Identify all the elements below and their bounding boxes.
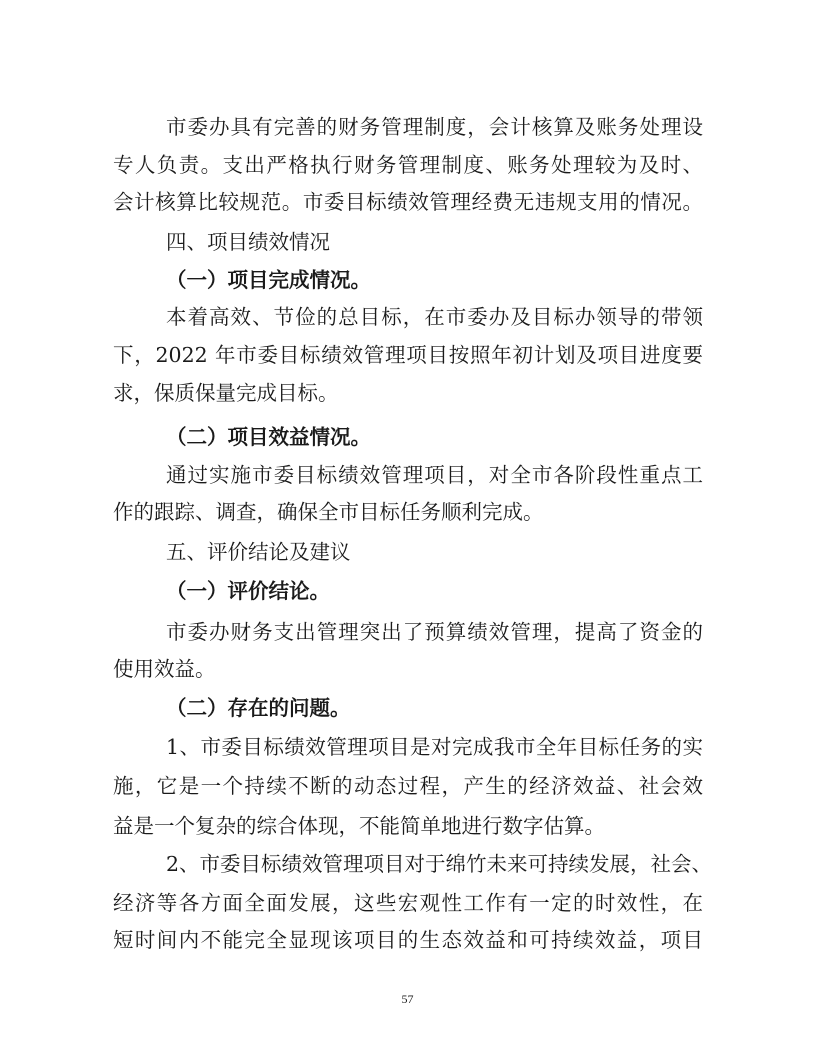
paragraph-line: 市委办具有完善的财务管理制度，会计核算及账务处理设 (166, 115, 703, 139)
paragraph-line: 施，它是一个持续不断的动态过程，产生的经济效益、社会效 (113, 774, 703, 798)
section-heading: 五、评价结论及建议 (166, 540, 351, 564)
paragraph-line: 市委办财务支出管理突出了预算绩效管理，提高了资金的 (166, 620, 703, 644)
paragraph-line: 短时间内不能完全显现该项目的生态效益和可持续效益，项目 (113, 928, 703, 952)
paragraph-line: 益是一个复杂的综合体现，不能简单地进行数字估算。 (113, 814, 605, 838)
paragraph-line: 求，保质保量完成目标。 (113, 381, 339, 405)
paragraph-line: 本着高效、节俭的总目标，在市委办及目标办领导的带领 (166, 305, 703, 329)
paragraph-line: 作的跟踪、调查，确保全市目标任务顺利完成。 (113, 500, 544, 524)
paragraph-line: 会计核算比较规范。市委目标绩效管理经费无违规支用的情况。 (113, 190, 703, 214)
paragraph-line: 下，2022 年市委目标绩效管理项目按照年初计划及项目进度要 (113, 343, 703, 367)
paragraph-line: 使用效益。 (113, 657, 216, 681)
subsection-heading: （二）项目效益情况。 (166, 425, 371, 449)
page-number: 57 (401, 992, 414, 1006)
paragraph-line: 1、市委目标绩效管理项目是对完成我市全年目标任务的实 (166, 735, 703, 759)
paragraph-line: 经济等各方面全面发展，这些宏观性工作有一定的时效性，在 (113, 891, 703, 915)
paragraph-line: 通过实施市委目标绩效管理项目，对全市各阶段性重点工 (166, 463, 703, 487)
section-heading: 四、项目绩效情况 (166, 230, 330, 254)
paragraph-line: 2、市委目标绩效管理项目对于绵竹未来可持续发展，社会、 (166, 852, 713, 876)
subsection-heading: （二）存在的问题。 (166, 696, 351, 720)
paragraph-line: 专人负责。支出严格执行财务管理制度、账务处理较为及时、 (113, 153, 703, 177)
subsection-heading: （一）评价结论。 (166, 579, 330, 603)
subsection-heading: （一）项目完成情况。 (166, 268, 371, 292)
